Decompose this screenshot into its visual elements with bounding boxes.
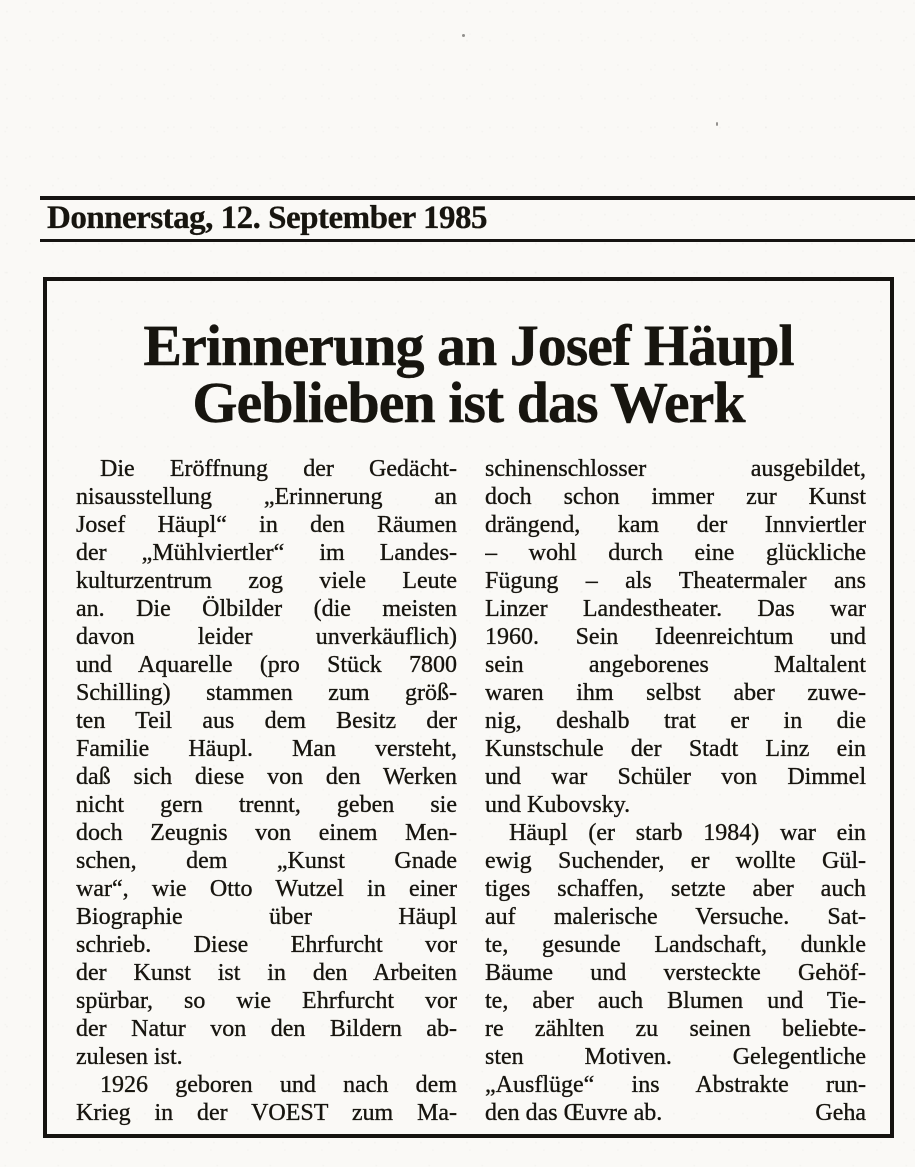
body-text-line: Häupl (er starb 1984) war ein (509, 820, 866, 846)
scan-speckle (462, 34, 465, 37)
body-text-line: nisausstellung „Erinnerung an (76, 484, 457, 510)
body-text-line: und Kubovsky. (485, 792, 631, 818)
body-text-line: sten Motiven. Gelegentliche (485, 1044, 866, 1070)
headline-line-1: Erinnerung an Josef Häupl (143, 313, 794, 378)
article-body-columns (76, 455, 866, 1127)
body-text-line: Die Eröffnung der Gedächt- (100, 456, 457, 482)
body-text-line: davon leider unverkäuflich) (76, 624, 457, 650)
dateline-bottom-rule (40, 239, 915, 242)
body-text-line: war“, wie Otto Wutzel in einer (76, 876, 457, 902)
body-text-line: an. Die Ölbilder (die meisten (76, 596, 457, 622)
body-text-line: daß sich diese von den Werken (76, 764, 457, 790)
body-text-line: te, aber auch Blumen und Tie- (485, 988, 866, 1014)
body-text-line: ewig Suchender, er wollte Gül- (485, 848, 866, 874)
body-text-line: „Ausflüge“ ins Abstrakte run- (485, 1072, 866, 1098)
body-text-line: Bäume und versteckte Gehöf- (485, 960, 866, 986)
body-text-line (485, 1099, 866, 1127)
body-text-line: zulesen ist. (76, 1044, 183, 1070)
body-text-line: te, gesunde Landschaft, dunkle (485, 932, 866, 958)
body-text-line: Josef Häupl“ in den Räumen (76, 512, 457, 538)
body-text-line: auf malerische Versuche. Sat- (485, 904, 866, 930)
body-text-line: drängend, kam der Innviertler (485, 512, 866, 538)
body-text-line: doch schon immer zur Kunst (485, 484, 866, 510)
body-text-line: tiges schaffen, setzte aber auch (485, 876, 866, 902)
body-text-line: der Natur von den Bildern ab- (76, 1016, 457, 1042)
body-text-line: der „Mühlviertler“ im Landes- (76, 540, 457, 566)
body-text-line: schen, dem „Kunst Gnade (76, 848, 457, 874)
article-headline (47, 313, 890, 435)
body-text-line: schinenschlosser ausgebildet, (485, 456, 866, 482)
body-text-line: sein angeborenes Maltalent (485, 652, 866, 678)
article-box (43, 277, 894, 1138)
body-text-line: Kunstschule der Stadt Linz ein (485, 736, 866, 762)
author-signature: Geha (815, 1100, 866, 1126)
body-text-line: 1960. Sein Ideenreichtum und (485, 624, 866, 650)
body-text: den das Œuvre ab. (485, 1100, 663, 1126)
body-text-line: spürbar, so wie Ehrfurcht vor (76, 988, 457, 1014)
body-text-line: nig, deshalb trat er in die (485, 708, 866, 734)
headline-line-2: Geblieben ist das Werk (192, 370, 745, 435)
body-text-line: Familie Häupl. Man versteht, (76, 736, 457, 762)
article-column-right (485, 455, 866, 1127)
body-text-line: nicht gern trennt, geben sie (76, 792, 457, 818)
article-column-left (76, 455, 457, 1127)
body-text-line: und war Schüler von Dimmel (485, 764, 866, 790)
scan-speckle (716, 122, 718, 126)
body-text-line: Krieg in der VOEST zum Ma- (76, 1100, 457, 1126)
body-text-line: Biographie über Häupl (76, 904, 457, 930)
body-text-line: und Aquarelle (pro Stück 7800 (76, 652, 457, 678)
body-text-line: 1926 geboren und nach dem (100, 1072, 457, 1098)
body-text-line: re zählten zu seinen beliebte- (485, 1016, 866, 1042)
body-text-line: waren ihm selbst aber zuwe- (485, 680, 866, 706)
body-text-line: schrieb. Diese Ehrfurcht vor (76, 932, 457, 958)
body-text-line: doch Zeugnis von einem Men- (76, 820, 457, 846)
body-text-line: kulturzentrum zog viele Leute (76, 568, 457, 594)
body-text-line: Schilling) stammen zum größ- (76, 680, 457, 706)
body-text-line: ten Teil aus dem Besitz der (76, 708, 457, 734)
dateline-text: Donnerstag, 12. September 1985 (47, 200, 487, 236)
body-text-line: der Kunst ist in den Arbeiten (76, 960, 457, 986)
body-text-line: – wohl durch eine glückliche (485, 540, 866, 566)
body-text-line: Fügung – als Theatermaler ans (485, 568, 866, 594)
body-text-line: Linzer Landestheater. Das war (485, 596, 866, 622)
